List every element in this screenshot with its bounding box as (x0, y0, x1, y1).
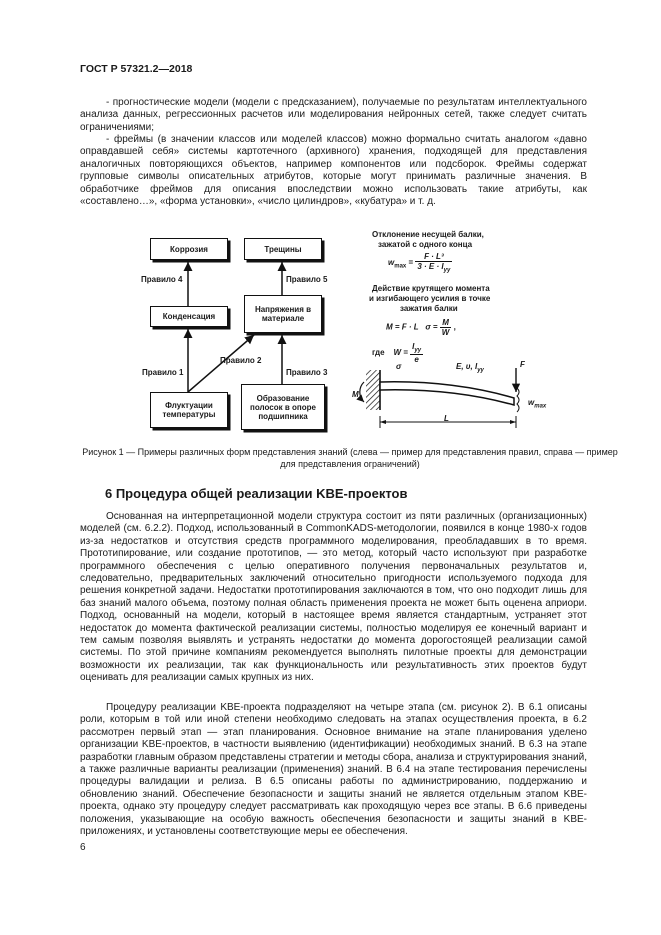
section-title: 6 Процедура общей реализации KBE-проектов (105, 486, 408, 501)
beam-title-line2: зажатой с одного конца (378, 240, 473, 249)
label-rule2: Правило 2 (220, 356, 262, 365)
box-temperature: Флуктуации температуры (150, 392, 228, 428)
label-rule4: Правило 4 (141, 275, 183, 284)
label-sigma: σ (396, 362, 402, 371)
beam-constraints (352, 230, 582, 440)
wall-hatch (366, 370, 380, 410)
box-stress: Напряжения в материале (244, 295, 322, 333)
label-moment: M (352, 390, 359, 399)
label-wmax: $w_{max}$ (528, 398, 547, 410)
figure-caption: Рисунок 1 — Примеры различных форм представления знаний (слева — пример для представления правил, справа — пример для представления ограничений) (82, 447, 618, 469)
label-beam-props: E, υ, $I_{yy}$ (456, 362, 484, 374)
page-number: 6 (80, 842, 86, 853)
beam-title-line1: Отклонение несущей балки, (372, 230, 484, 239)
moment-line3: зажатия балки (400, 304, 458, 313)
moment-arc (360, 382, 364, 402)
box-corrosion: Коррозия (150, 238, 228, 260)
formula-wmax: $w_{max}$ = $\frac{\text{F · L³}}{3 \cdot E \cdot I_{yy}}$ (388, 252, 451, 274)
label-force: F (520, 360, 525, 369)
label-rule5: Правило 5 (286, 275, 328, 284)
label-rule1: Правило 1 (142, 368, 184, 377)
beam-body (380, 382, 514, 405)
bullet-frames: - фреймы (в значении классов или моделей классов) можно формально считать аналогом «давно оправдавшей себя» системы картотечного (архивного) хранения, подходящей для представления аналогичных повторяющихся объектов, например компонентов или подсборок. Фреймы содержат групповые символы описательных атрибутов, которые могут принимать различные значения. В обработчике фреймов для описания впоследствии можно использовать такие атрибуты, как «составлено…», «форма установки», «число цилиндров», «кубатура» и т. д. (80, 134, 587, 208)
box-cracks: Трещины (244, 238, 322, 260)
label-length: L (444, 414, 449, 423)
standard-header: ГОСТ Р 57321.2—2018 (80, 63, 193, 75)
formula-w: где W = $\frac{I_{yy}}{e}$ (372, 342, 422, 364)
box-condensation: Конденсация (150, 306, 228, 327)
bullet-predictive-models: - прогностические модели (модели с предсказанием), получаемые по результатам интеллектуального анализа данных, регрессионных расчетов или моделирования нейронных сетей, также следует считать ограничениями; (80, 97, 587, 133)
section-paragraph-2: Процедуру реализации KBE-проекта подразделяют на четыре этапа (см. рисунок 2). В 6.1 описаны роли, которым в той или иной степени необходимо следовать на этапах осуществления проекта, в 6.2 рассмотрен первый этап — этап планирования. Основное внимание на этапе планирования уделено организации KBE-проектов, в частности выявлению (идентификации) необходимых знаний. В 6.3 на этапе разработки главным образом представлены стратегии и методы сбора, анализа и структурирования знаний, а также различные варианты реализации (применения) знаний. В 6.4 на этапе тестирования перечислены процедуры валидации и релиза. В 6.5 описаны работы по администрированию, поддержанию и обновлению знаний. Обеспечение безопасности и защиты знаний не является отдельным этапом KBE-проекта, однако эту процедуру следует рассматривать как проходящую через все этапы. В 6.6 приведены положения, указывающие на особую важность обеспечения безопасности и защиты знаний в KBE-приложениях, и установлены соответствующие меры ее обеспечения. (80, 702, 587, 838)
box-bearing: Образование полосок в опоре подшипника (241, 384, 325, 430)
section-paragraph-1: Основанная на интерпретационной модели структура состоит из пяти различных (организационных) моделей (см. 6.2.2). Подход, использованный в CommonKADS-методологии, появился в конце 1980-х годов из-за недостатков и отсутствия средств программного моделирования, преобладавших в то время. Прототипирование, или создание прототипов, — это метод, который часто используют при разработке программного обеспечения с целью оперативного получения первоначальных результатов и, следовательно, предварительных заключений относительно пригодности используемого подхода для решения конкретной задачи. Недостатки прототипирования заключаются в том, что оно подходит лишь для баз знаний малого объема, поэтому полная область применения проекта не может быть оценена априори. Подход, основанный на модели, который в настоящее время является стандартным, устраняет этот недостаток до момента фактической реализации системы, полностью моделируя ее конечный вариант и тем самым позволяя выявлять и устранять недостатки до момента дорогостоящей реализации самой системы. По этой причине компаниям рекомендуется выполнять пилотные проекты для демонстрации возможности их реализации, так как функциональность или результативность этих проектов будут оценивать для реализации самых крупных из них. (80, 511, 587, 684)
deflection-brace (517, 388, 519, 412)
formula-moment: M = F · L σ = $\frac{M}{W}$ , (386, 318, 456, 337)
label-rule3: Правило 3 (286, 368, 328, 377)
moment-line2: и изгибающего усилия в точке (369, 294, 491, 303)
moment-line1: Действие крутящего момента (372, 284, 490, 293)
rules-diagram (128, 232, 330, 432)
